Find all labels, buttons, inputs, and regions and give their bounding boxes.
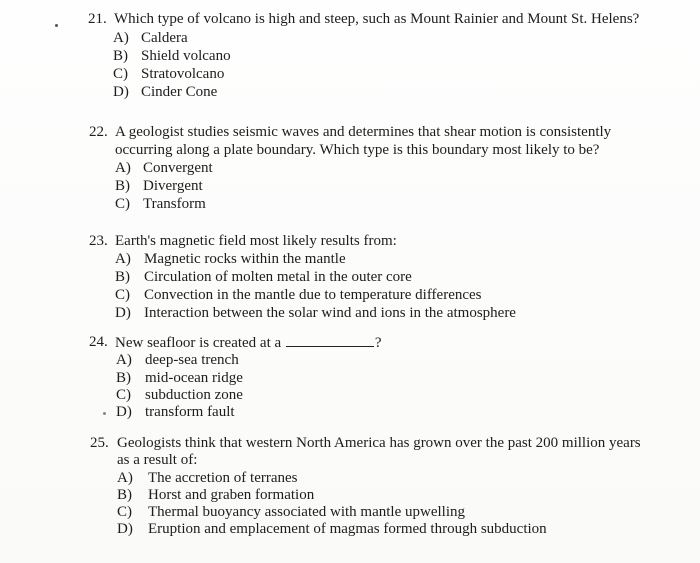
question-22: [89, 124, 689, 219]
question-text: [115, 334, 382, 353]
option-letter: B): [113, 48, 128, 64]
option-text: Cinder Cone: [141, 84, 218, 100]
option-text: subduction zone: [145, 387, 243, 403]
option-text: Thermal buoyancy associated with mantle upwelling: [148, 504, 465, 520]
option-letter: D): [116, 404, 132, 420]
option-letter: A): [116, 352, 132, 368]
option-letter: B): [115, 178, 130, 194]
option-text: mid-ocean ridge: [145, 370, 243, 386]
question-text: Which type of volcano is high and steep, such as Mount Rainier and Mount St. Helens?: [114, 11, 640, 27]
question-25: [90, 435, 690, 545]
question-text: Geologists think that western North America has grown over the past 200 million years: [117, 435, 641, 451]
question-24: [89, 334, 689, 424]
question-number: 25.: [90, 435, 109, 451]
option-text: Caldera: [141, 30, 188, 46]
option-text: Convection in the mantle due to temperature differences: [144, 287, 482, 303]
option-letter: A): [117, 470, 133, 486]
question-number: 23.: [89, 233, 108, 249]
option-text: Eruption and emplacement of magmas formed through subduction: [148, 521, 547, 537]
question-text-line-2: occurring along a plate boundary. Which type is this boundary most likely to be?: [115, 142, 600, 158]
option-text: deep-sea trench: [145, 352, 239, 368]
question-number: 21.: [88, 11, 107, 27]
question-21: [88, 11, 688, 106]
option-letter: A): [113, 30, 129, 46]
margin-mark: [55, 24, 58, 27]
option-text: Horst and graben formation: [148, 487, 315, 503]
option-text: Shield volcano: [141, 48, 231, 64]
question-text: A geologist studies seismic waves and determines that shear motion is consistently: [115, 124, 612, 140]
answer-blank: [286, 334, 374, 347]
option-text: Circulation of molten metal in the outer core: [144, 269, 412, 285]
option-letter: D): [113, 84, 129, 100]
option-text: Transform: [143, 196, 206, 212]
question-23: [89, 233, 689, 323]
option-letter: B): [115, 269, 130, 285]
option-text: Interaction between the solar wind and ions in the atmosphere: [144, 305, 516, 321]
option-letter: C): [115, 196, 130, 212]
option-letter: B): [117, 487, 132, 503]
option-letter: A): [115, 251, 131, 267]
option-letter: D): [115, 305, 131, 321]
option-letter: B): [116, 370, 131, 386]
question-text-line-2: as a result of:: [117, 452, 198, 468]
option-letter: C): [117, 504, 132, 520]
question-number: 22.: [89, 124, 108, 140]
option-letter: D): [117, 521, 133, 537]
option-text: transform fault: [145, 404, 235, 420]
option-letter: C): [115, 287, 130, 303]
option-text: Magnetic rocks within the mantle: [144, 251, 346, 267]
option-text: Convergent: [143, 160, 213, 176]
option-text: Divergent: [143, 178, 203, 194]
question-text: Earth's magnetic field most likely results from:: [115, 233, 397, 249]
option-text: Stratovolcano: [141, 66, 225, 82]
option-letter: C): [113, 66, 128, 82]
option-letter: A): [115, 160, 131, 176]
question-suffix: ?: [374, 335, 382, 351]
question-number: 24.: [89, 334, 108, 350]
question-prefix: New seafloor is created at a: [115, 335, 282, 351]
option-text: The accretion of terranes: [148, 470, 298, 486]
option-letter: C): [116, 387, 131, 403]
